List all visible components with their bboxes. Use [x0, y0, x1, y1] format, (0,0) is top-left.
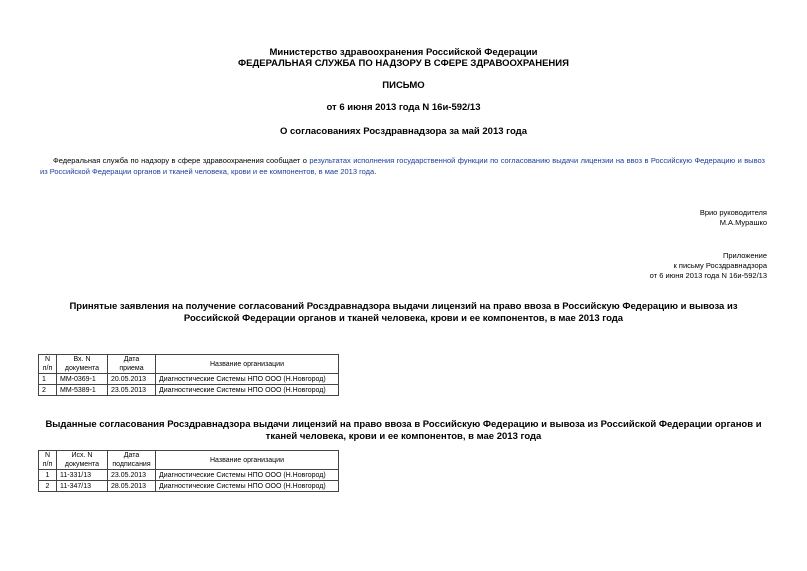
- intro-link[interactable]: результатах исполнения государственной функции по согласованию выдачи лицензии на ввоз в Российскую Федерацию и вывоз из Российской Федерации органов и тканей человека, крови и ее компонентов, в мае 2013 года: [40, 156, 765, 176]
- intro-text: Федеральная служба по надзору в сфере здравоохранения сообщает о: [53, 156, 310, 165]
- ministry-name: Министерство здравоохранения Российской Федерации: [269, 47, 538, 58]
- col-organization: Название организации: [156, 451, 339, 470]
- col-document: Исх. N документа: [57, 451, 108, 470]
- document-subject: О согласованиях Росздравнадзора за май 2013 года: [280, 126, 527, 137]
- document-date-number: от 6 июня 2013 года N 16и-592/13: [326, 102, 481, 113]
- section2-title: Выданные согласования Росздравнадзора выдачи лицензий на право ввоза в Российскую Федерацию и вывоза из Российской Федерации органов и тканей человека, крови и ее компонентов, в мае 2013 года: [45, 419, 762, 442]
- signature-position: Врио руководителя: [699, 208, 767, 217]
- col-document: Вх. N документа: [57, 355, 108, 374]
- signature-name: М.А.Мурашко: [719, 218, 767, 227]
- document-type: ПИСЬМО: [382, 80, 425, 91]
- issued-approvals-table: [38, 450, 339, 492]
- appendix-label: Приложение: [723, 251, 767, 260]
- table-row: 1 ММ-0369-1 20.05.2013 Диагностические Системы НПО ООО (Н.Новгород): [39, 374, 339, 385]
- table-header-row: [39, 451, 339, 470]
- table-row: 2 ММ-5389-1 23.05.2013 Диагностические Системы НПО ООО (Н.Новгород): [39, 385, 339, 396]
- col-organization: Название организации: [156, 355, 339, 374]
- appendix-reference: к письму Росздравнадзора: [673, 261, 767, 270]
- col-date: Дата приема: [108, 355, 156, 374]
- col-number: N п/п: [39, 355, 57, 374]
- table-row: 2 11-347/13 28.05.2013 Диагностические Системы НПО ООО (Н.Новгород): [39, 481, 339, 492]
- received-applications-table: [38, 354, 339, 396]
- col-date: Дата подписания: [108, 451, 156, 470]
- intro-end: .: [374, 166, 377, 176]
- section1-title: Принятые заявления на получение согласований Росздравнадзора выдачи лицензий на право ввоза в Российскую Федерацию и вывоза из Российской Федерации органов и тканей человека, крови и ее компонентов, в мае 2013 года: [69, 301, 738, 324]
- table-header-row: [39, 355, 339, 374]
- service-name: ФЕДЕРАЛЬНАЯ СЛУЖБА ПО НАДЗОРУ В СФЕРЕ ЗДРАВООХРАНЕНИЯ: [238, 58, 569, 69]
- intro-paragraph: [40, 156, 765, 177]
- appendix-date: от 6 июня 2013 года N 16и-592/13: [649, 271, 767, 280]
- col-number: N п/п: [39, 451, 57, 470]
- table-row: 1 11-331/13 23.05.2013 Диагностические Системы НПО ООО (Н.Новгород): [39, 470, 339, 481]
